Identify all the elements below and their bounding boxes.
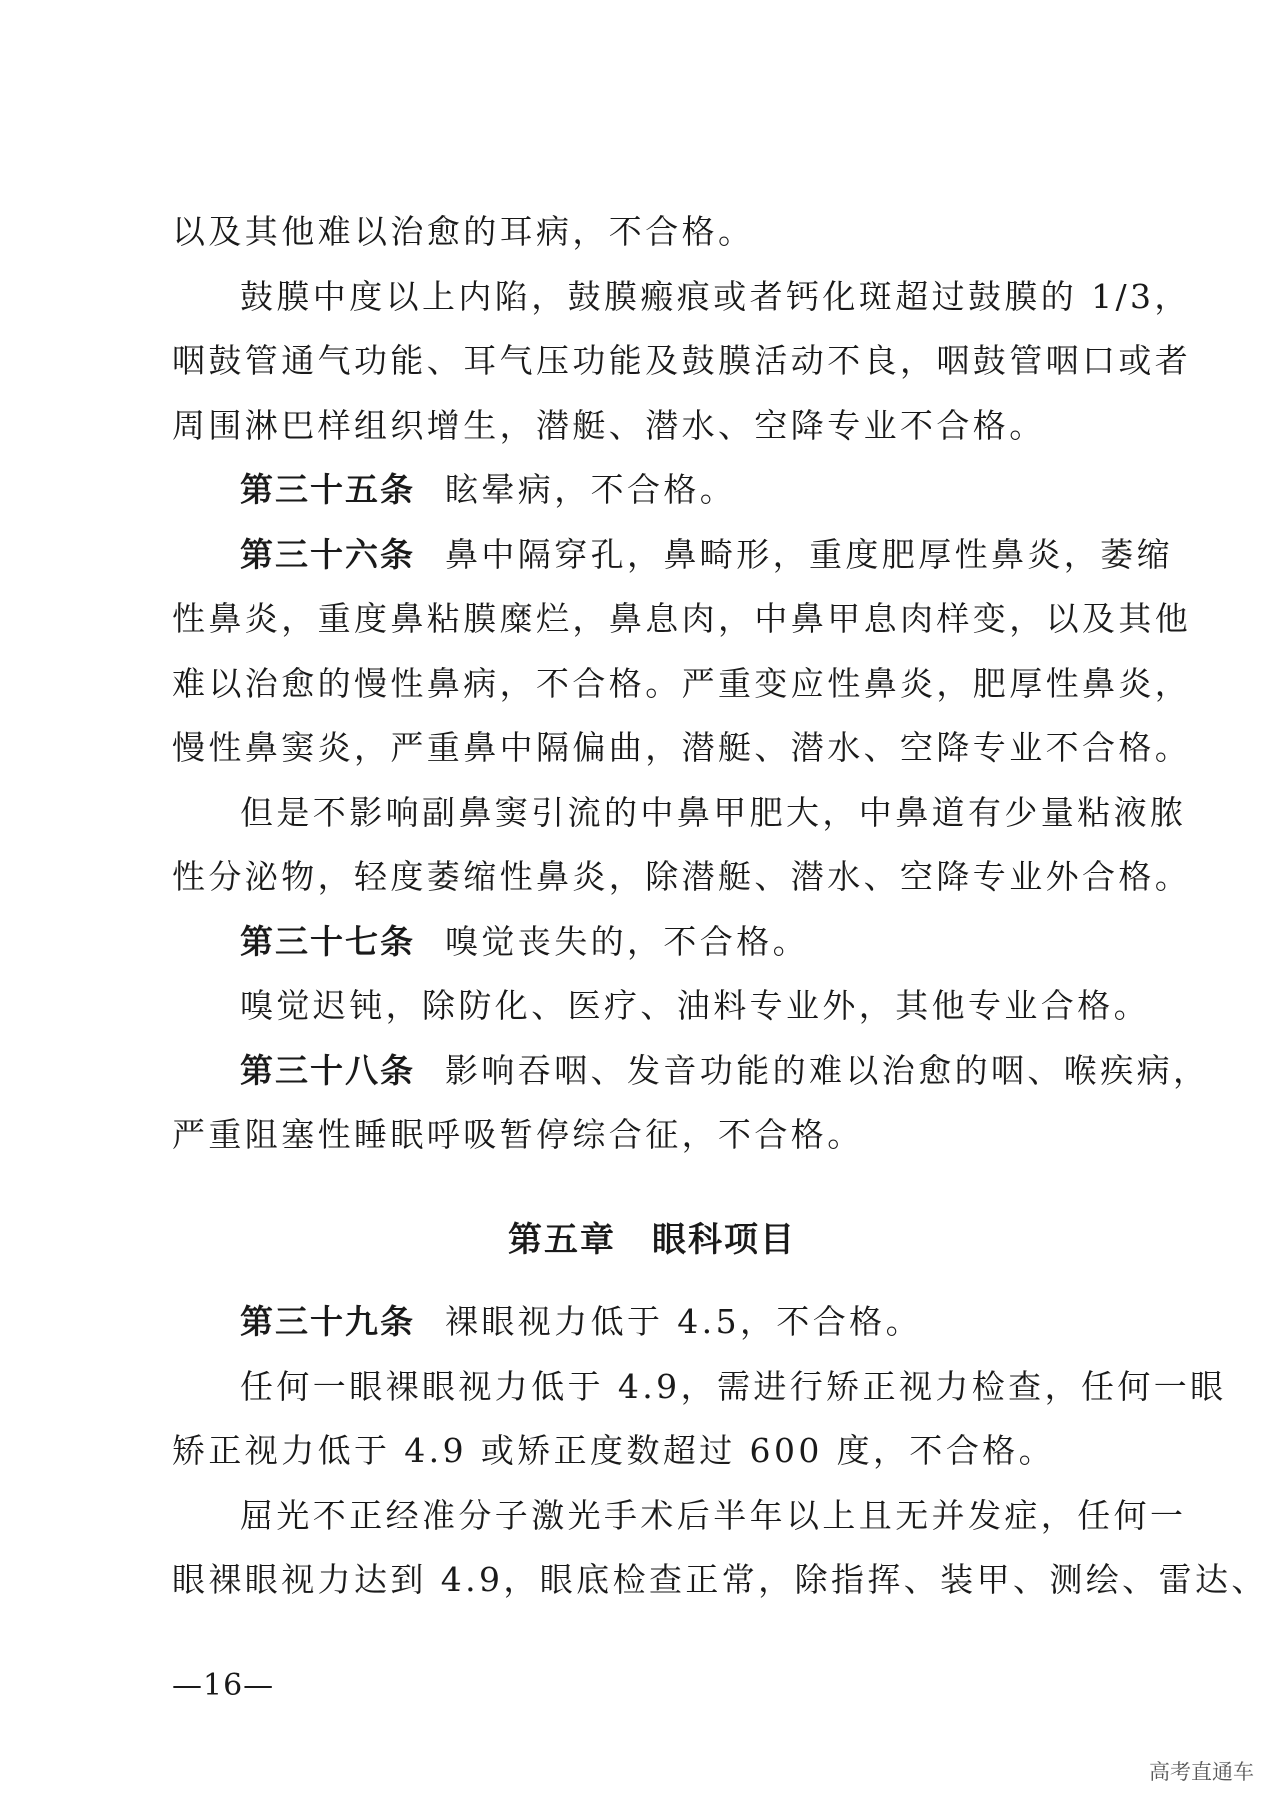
paragraph-eardrum: 鼓膜中度以上内陷，鼓膜瘢痕或者钙化斑超过鼓膜的 1/3， (240, 276, 1191, 316)
text-line: 难以治愈的慢性鼻病，不合格。严重变应性鼻炎，肥厚性鼻炎， (172, 663, 1192, 703)
document-body (172, 200, 1268, 1613)
text-line: 慢性鼻窦炎，严重鼻中隔偏曲，潜艇、潜水、空降专业不合格。 (172, 728, 1192, 767)
article-37 (172, 910, 1132, 975)
article-35-text: 眩晕病，不合格。 (445, 470, 737, 509)
article-38-heading: 第三十八条 (240, 1050, 415, 1090)
article-36-text: 鼻中隔穿孔，鼻畸形，重度肥厚性鼻炎，萎缩 (445, 534, 1173, 574)
text-line: 严重阻塞性睡眠呼吸暂停综合征，不合格。 (172, 1115, 864, 1154)
text-line: 性鼻炎，重度鼻粘膜糜烂，鼻息肉，中鼻甲息肉样变，以及其他 (172, 599, 1192, 638)
chapter-heading: 第五章 眼科项目 (508, 1219, 796, 1260)
article-38-text: 影响吞咽、发音功能的难以治愈的咽、喉疾病， (445, 1050, 1210, 1090)
paragraph-corrected-vision: 任何一眼裸眼视力低于 4.9，需进行矫正视力检查，任何一眼 (240, 1366, 1227, 1406)
page-number: —16— (172, 1668, 275, 1703)
text-line: 周围淋巴样组织增生，潜艇、潜水、空降专业不合格。 (172, 405, 1046, 445)
article-35 (172, 458, 1132, 523)
text-line: 眼裸眼视力达到 4.9，眼底检查正常，除指挥、装甲、测绘、雷达、 (172, 1560, 1268, 1599)
article-36 (172, 523, 1173, 588)
text-line: 性分泌物，轻度萎缩性鼻炎，除潜艇、潜水、空降专业外合格。 (172, 857, 1192, 896)
text-line: 矫正视力低于 4.9 或矫正度数超过 600 度，不合格。 (172, 1431, 1056, 1470)
paragraph-laser-surgery: 屈光不正经准分子激光手术后半年以上且无并发症，任何一 (240, 1495, 1187, 1535)
article-37-text: 嗅觉丧失的，不合格。 (445, 921, 809, 961)
article-39-heading: 第三十九条 (240, 1302, 415, 1341)
article-36-heading: 第三十六条 (240, 534, 415, 574)
text-line: 以及其他难以治愈的耳病，不合格。 (172, 212, 755, 251)
text-line: 咽鼓管通气功能、耳气压功能及鼓膜活动不良，咽鼓管咽口或者 (172, 341, 1192, 380)
paragraph-nasal-exception: 但是不影响副鼻窦引流的中鼻甲肥大，中鼻道有少量粘液脓 (240, 792, 1187, 832)
article-38 (172, 1039, 1210, 1104)
watermark: 高考直通车 (1149, 1760, 1254, 1784)
article-39 (172, 1290, 1132, 1355)
paragraph-smell: 嗅觉迟钝，除防化、医疗、油料专业外，其他专业合格。 (240, 986, 1150, 1025)
article-37-heading: 第三十七条 (240, 921, 415, 961)
article-35-heading: 第三十五条 (240, 470, 415, 509)
article-39-text: 裸眼视力低于 4.5，不合格。 (445, 1302, 922, 1341)
